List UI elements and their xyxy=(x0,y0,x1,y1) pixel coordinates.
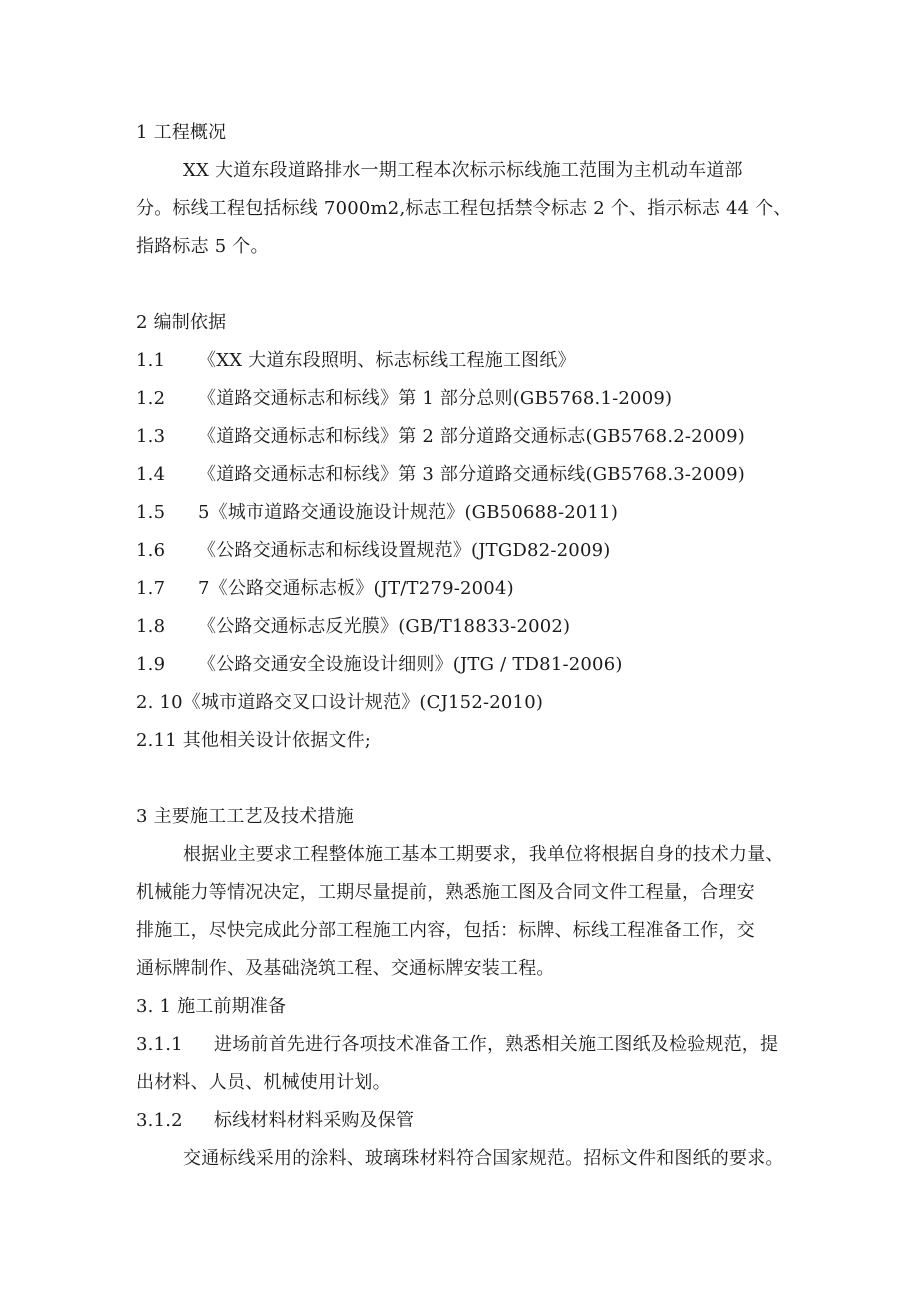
subsection-3-1-1-line-1 xyxy=(136,1026,836,1064)
reference-text: 《XX 大道东段照明、标志标线工程施工图纸》 xyxy=(198,350,576,371)
reference-number: 1.2 xyxy=(136,388,166,409)
reference-item xyxy=(136,646,836,684)
reference-item xyxy=(136,608,836,646)
reference-number: 1.6 xyxy=(136,540,166,561)
reference-text: 《道路交通标志和标线》第 1 部分总则(GB5768.1-2009) xyxy=(198,388,673,409)
spacer xyxy=(136,266,836,304)
spacer xyxy=(136,760,836,798)
section-1-para-line-3: 指路标志 5 个。 xyxy=(136,236,269,257)
reference-number: 1.8 xyxy=(136,616,166,637)
subsection-text: 进场前首先进行各项技术准备工作，熟悉相关施工图纸及检验规范，提 xyxy=(214,1034,779,1055)
subsection-3-1-2-heading xyxy=(136,1102,836,1140)
reference-text: 《公路交通标志和标线设置规范》(JTGD82-2009) xyxy=(198,540,611,561)
reference-number: 1.5 xyxy=(136,502,166,523)
subsection-text: 标线材料材料采购及保管 xyxy=(214,1110,415,1131)
section-1-para-line-2: 分。标线工程包括标线 7000m2,标志工程包括禁令标志 2 个、指示标志 44 个、 xyxy=(136,198,792,219)
reference-item xyxy=(136,418,836,456)
section-3-heading: 3 主要施工工艺及技术措施 xyxy=(136,806,354,827)
subsection-3-1-1-line-2: 出材料、人员、机械使用计划。 xyxy=(136,1072,391,1093)
reference-item xyxy=(136,342,836,380)
reference-text: 《道路交通标志和标线》第 3 部分道路交通标线(GB5768.3-2009) xyxy=(198,464,746,485)
section-3-para-line-2: 机械能力等情况决定，工期尽量提前，熟悉施工图及合同文件工程量，合理安 xyxy=(136,882,755,903)
section-1-para-line-1: XX 大道东段道路排水一期工程本次标示标线施工范围为主机动车道部 xyxy=(183,160,743,181)
section-2-heading: 2 编制依据 xyxy=(136,312,227,333)
reference-number: 1.4 xyxy=(136,464,166,485)
section-1-heading: 1 工程概况 xyxy=(136,122,227,143)
reference-text: 《公路交通标志反光膜》(GB/T18833-2002) xyxy=(198,616,571,637)
subsection-3-1-2-para: 交通标线采用的涂料、玻璃珠材料符合国家规范。招标文件和图纸的要求。 xyxy=(183,1148,784,1169)
subsection-number: 3.1.2 xyxy=(136,1110,183,1131)
reference-number: 1.7 xyxy=(136,578,166,599)
reference-item xyxy=(136,380,836,418)
reference-text: 7《公路交通标志板》(JT/T279-2004) xyxy=(198,578,514,599)
subsection-number: 3.1.1 xyxy=(136,1034,183,1055)
subsection-3-1-heading: 3. 1 施工前期准备 xyxy=(136,996,287,1017)
reference-text: 《道路交通标志和标线》第 2 部分道路交通标志(GB5768.2-2009) xyxy=(198,426,746,447)
reference-number: 1.1 xyxy=(136,350,166,371)
document-page xyxy=(136,114,836,1178)
reference-item xyxy=(136,494,836,532)
section-3-para-line-4: 通标牌制作、及基础浇筑工程、交通标牌安装工程。 xyxy=(136,958,555,979)
reference-text: 5《城市道路交通设施设计规范》(GB50688-2011) xyxy=(198,502,619,523)
reference-item xyxy=(136,532,836,570)
reference-number: 1.3 xyxy=(136,426,166,447)
reference-item-2-11: 2.11 其他相关设计依据文件; xyxy=(136,730,372,751)
section-3-para-line-3: 排施工，尽快完成此分部工程施工内容，包括：标牌、标线工程准备工作，交 xyxy=(136,920,755,941)
reference-item-2-10: 2. 10《城市道路交叉口设计规范》(CJ152-2010) xyxy=(136,692,544,713)
reference-number: 1.9 xyxy=(136,654,166,675)
section-3-para-line-1: 根据业主要求工程整体施工基本工期要求，我单位将根据自身的技术力量、 xyxy=(183,844,784,865)
reference-item xyxy=(136,570,836,608)
reference-item xyxy=(136,456,836,494)
reference-text: 《公路交通安全设施设计细则》(JTG / TD81-2006) xyxy=(198,654,623,675)
